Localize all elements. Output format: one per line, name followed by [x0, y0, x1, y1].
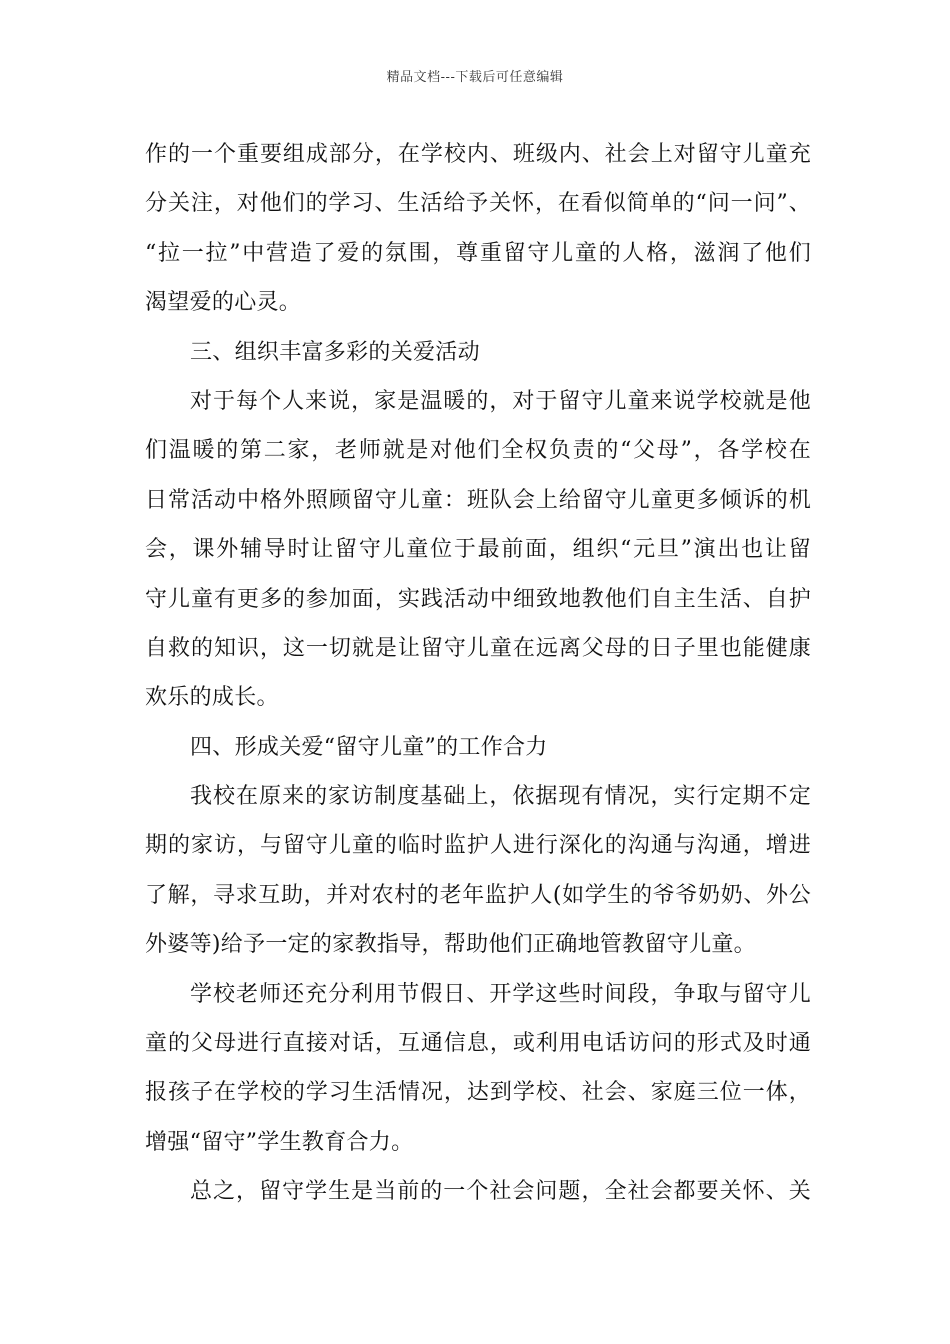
text-line: 作的一个重要组成部分，在学校内、班级内、社会上对留守儿童充: [145, 142, 811, 167]
text-line: 自救的知识，这一切就是让留守儿童在远离父母的日子里也能健康: [145, 635, 811, 661]
text-line: 我校在原来的家访制度基础上，依据现有情况，实行定期不定: [190, 784, 811, 810]
text-line: 欢乐的成长。: [145, 685, 279, 711]
text-line: 了解，寻求互助，并对农村的老年监护人(如学生的爷爷奶奶、外公: [145, 882, 811, 908]
text-line: 渴望爱的心灵。: [145, 290, 302, 316]
text-line: 学校老师还充分利用节假日、开学这些时间段，争取与留守儿: [190, 981, 811, 1007]
text-line: 会，课外辅导时让留守儿童位于最前面，组织“元旦”演出也让留: [145, 537, 811, 563]
text-line: 四、形成关爱“留守儿童”的工作合力: [190, 734, 548, 760]
text-line: 们温暖的第二家，老师就是对他们全权负责的“父母”，各学校在: [145, 438, 811, 464]
text-line: 三、组织丰富多彩的关爱活动: [190, 339, 480, 365]
document-body: [145, 130, 811, 1217]
text-line: 总之，留守学生是当前的一个社会问题，全社会都要关怀、关: [190, 1179, 811, 1205]
text-line: 期的家访，与留守儿童的临时监护人进行深化的沟通与沟通，增进: [145, 833, 811, 859]
text-line: 日常活动中格外照顾留守儿童：班队会上给留守儿童更多倾诉的机: [145, 487, 811, 513]
text-line: 童的父母进行直接对话，互通信息，或利用电话访问的形式及时通: [145, 1031, 811, 1057]
text-line: 增强“留守”学生教育合力。: [145, 1129, 414, 1155]
text-line: “拉一拉”中营造了爱的氛围，尊重留守儿童的人格，滋润了他们: [145, 240, 811, 266]
text-line: 报孩子在学校的学习生活情况，达到学校、社会、家庭三位一体，: [145, 1080, 811, 1106]
text-line: 守儿童有更多的参加面，实践活动中细致地教他们自主生活、自护: [145, 586, 811, 612]
text-line: 外婆等)给予一定的家教指导，帮助他们正确地管教留守儿童。: [145, 932, 756, 958]
text-line: 对于每个人来说，家是温暖的，对于留守儿童来说学校就是他: [190, 388, 811, 414]
text-line: 分关注，对他们的学习、生活给予关怀，在看似简单的“问一问”、: [145, 191, 811, 217]
page-header: 精品文档---下载后可任意编辑: [386, 70, 564, 85]
